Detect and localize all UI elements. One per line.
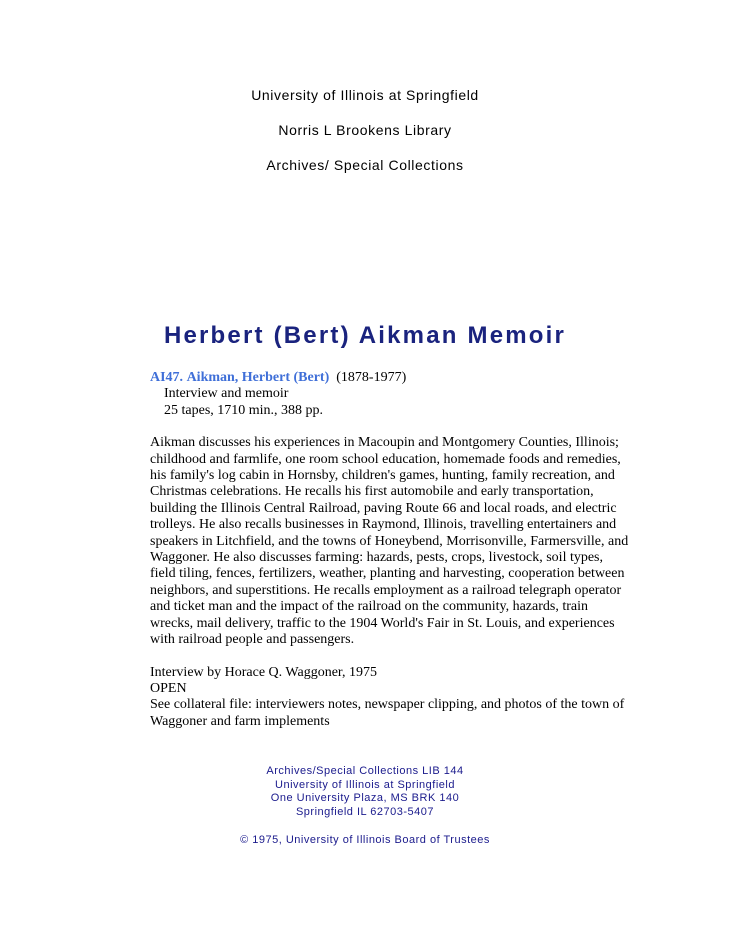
entry-extent: 25 tapes, 1710 min., 388 pp.: [164, 402, 324, 418]
footer-copyright: © 1975, University of Illinois Board of Trustees: [240, 834, 490, 846]
life-dates: (1878-1977): [336, 370, 407, 385]
entry-collateral: See collateral file: interviewers notes, newspaper clipping, and photos of the town of Waggoner and farm implements: [150, 697, 625, 729]
footer-city: Springfield IL 62703-5407: [295, 806, 435, 818]
call-number: AI47.: [150, 370, 184, 385]
entry-interviewer: Interview by Horace Q. Waggoner, 1975: [150, 664, 378, 680]
given-name-link[interactable]: Herbert (Bert): [241, 370, 330, 385]
footer-address: One University Plaza, MS BRK 140: [270, 792, 460, 804]
memoir-title: Herbert (Bert) Aikman Memoir: [163, 322, 567, 349]
library-name: Norris L Brookens Library: [278, 122, 452, 138]
footer-location: Archives/Special Collections LIB 144: [266, 765, 464, 777]
surname-link[interactable]: Aikman,: [186, 370, 239, 385]
department-name: Archives/ Special Collections: [266, 157, 464, 173]
entry-abstract: Aikman discusses his experiences in Macoupin and Montgomery Counties, Illinois; childhood and farmlife, one room school education, homemade foods and remedies, his family's log cabin in Hornsby, children's games, hunting, family recreation, and Christmas celebrations. He recalls his first automobile and early transportation, building the Illinois Central Railroad, paving Route 66 and local roads, and electric trolleys. He also recalls businesses in Raymond, Illinois, travelling entertainers and speakers in Litchfield, and the towns of Honeybend, Morrisonville, Farmersville, and Waggoner. He also discusses farming: hazards, pests, crops, livestock, soil types, field tiling, fences, fertilizers, weather, planting and harvesting, cooperation between neighbors, and superstitions. He recalls employment as a railroad telegraph operator and ticket man and the impact of the railroad on the community, hazards, train wrecks, mail delivery, traffic to the 1904 World's Fair in St. Louis, and experiences with railroad people and passengers.: [150, 435, 629, 648]
catalog-entry: [150, 370, 630, 730]
entry-access: OPEN: [150, 680, 187, 696]
footer-university: University of Illinois at Springfield: [275, 779, 455, 791]
entry-format: Interview and memoir: [164, 386, 289, 402]
institution-name: University of Illinois at Springfield: [251, 87, 479, 103]
entry-heading: [150, 370, 630, 386]
